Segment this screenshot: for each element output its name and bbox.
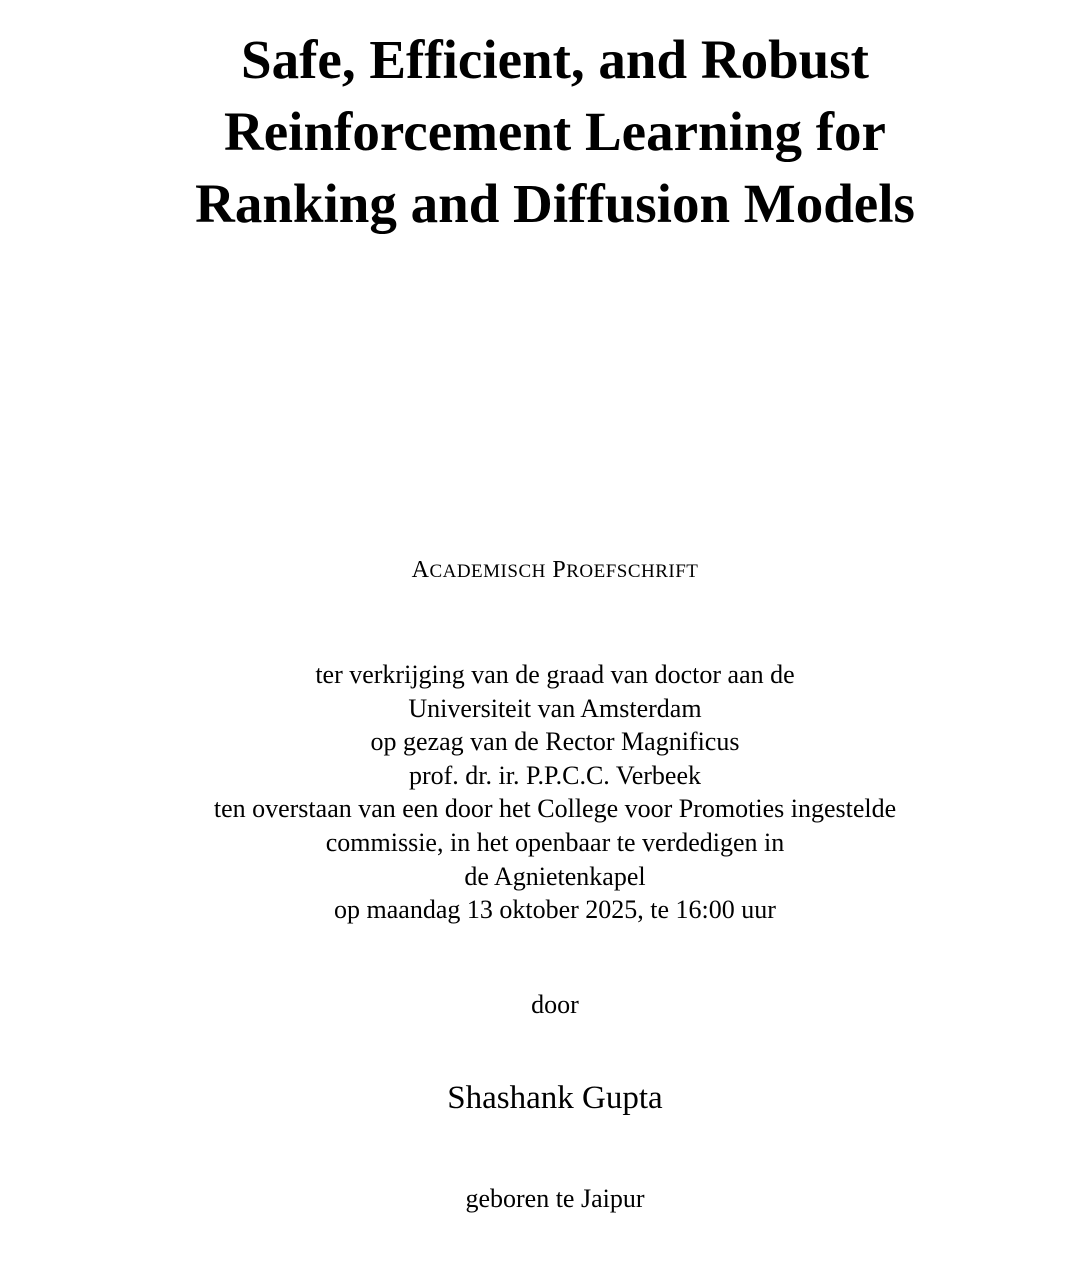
author-name: Shashank Gupta	[447, 1080, 663, 1116]
defense-statement-line-2: Universiteit van Amsterdam	[408, 693, 702, 723]
academic-thesis-heading	[0, 557, 1080, 584]
defense-statement-line-3: op gezag van de Rector Magnificus	[370, 727, 740, 757]
defense-statement	[0, 658, 1080, 927]
defense-statement-line-4: prof. dr. ir. P.P.C.C. Verbeek	[408, 760, 702, 790]
academic-thesis-heading-text: ACADEMISCH PROEFSCHRIFT	[411, 557, 699, 583]
door-label: door	[531, 990, 579, 1019]
defense-statement-line-5: ten overstaan van een door het College voor Promoties ingestelde	[213, 794, 897, 824]
thesis-title-line-3: Ranking and Diffusion Models	[195, 173, 915, 234]
defense-statement-line-6: commissie, in het openbaar te verdedigen in	[325, 827, 785, 857]
defense-statement-line-8: op maandag 13 oktober 2025, te 16:00 uur	[334, 895, 776, 925]
thesis-title	[60, 24, 1050, 240]
thesis-title-line-2: Reinforcement Learning for	[224, 101, 886, 162]
defense-statement-line-7: de Agnietenkapel	[464, 861, 646, 891]
defense-statement-line-1: ter verkrijging van de graad van doctor aan de	[315, 660, 795, 689]
thesis-title-line-1: Safe, Efficient, and Robust	[241, 29, 869, 90]
birthplace-line: geboren te Jaipur	[465, 1184, 645, 1213]
